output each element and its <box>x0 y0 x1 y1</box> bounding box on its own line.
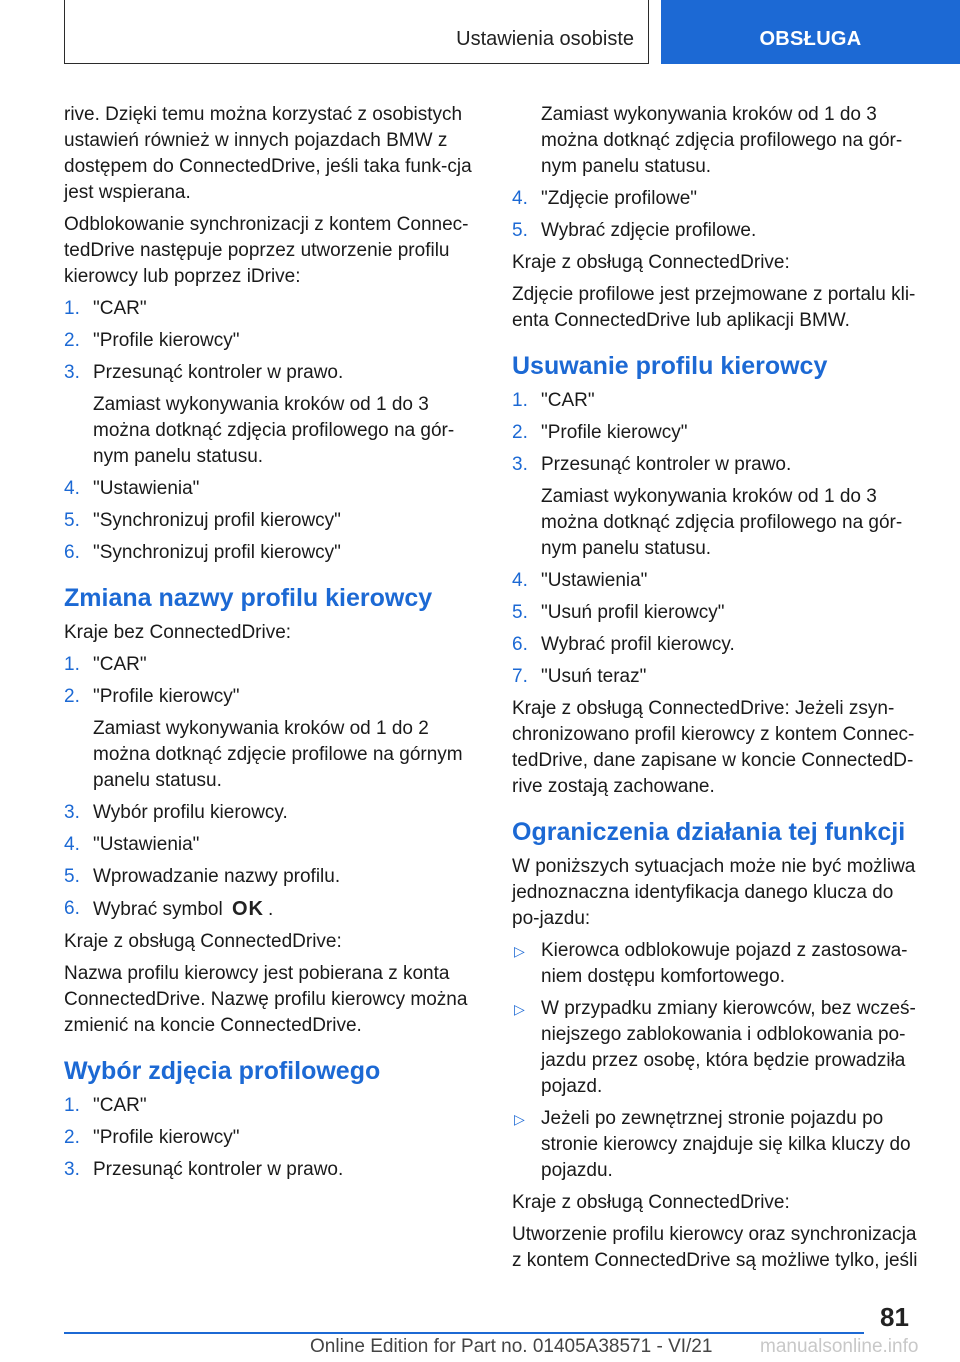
list-item: 1. "CAR" <box>64 654 147 675</box>
list-item: 3. Wybór profilu kierowcy. <box>64 802 288 823</box>
header-chapter-tab <box>661 0 960 64</box>
bullet-item: ▷ Kierowca odblokowuje pojazd z zastosowa-niem dostępu komfortowego. <box>514 940 908 987</box>
list-item: 3. Przesunąć kontroler w prawo. <box>512 454 792 475</box>
section-heading-rename: Zmiana nazwy profilu kierowcy <box>64 584 433 612</box>
paragraph: Kraje z obsługą ConnectedDrive: Jeżeli zsyn-chronizowano profil kierowcy z kontem Connec-tedDrive, dane zapisane w koncie ConnectedD-rive zostają zachowane. <box>512 698 915 797</box>
list-item: 4. "Ustawienia" <box>512 570 648 591</box>
list-item: 4. "Zdjęcie profilowe" <box>512 188 698 209</box>
step-note: Zamiast wykonywania kroków od 1 do 3 można dotknąć zdjęcia profilowego na gór-nym panelu statusu. <box>93 394 455 467</box>
list-item: 5. "Usuń profil kierowcy" <box>512 602 725 623</box>
paragraph: Kraje z obsługą ConnectedDrive: <box>512 252 790 273</box>
paragraph: Odblokowanie synchronizacji z kontem Connec-tedDrive następuje poprzez utworzenie profilu kierowcy lub poprzez iDrive: <box>64 214 469 287</box>
list-item: 2. "Profile kierowcy" <box>64 1127 240 1148</box>
section-heading-delete: Usuwanie profilu kierowcy <box>512 352 828 380</box>
list-item: 6. Wybrać profil kierowcy. <box>512 634 735 655</box>
section-heading-photo: Wybór zdjęcia profilowego <box>64 1057 381 1085</box>
list-item: 2. "Profile kierowcy" <box>64 330 240 351</box>
right-column <box>512 102 924 1280</box>
paragraph: Utworzenie profilu kierowcy oraz synchronizacja z kontem ConnectedDrive są możliwe tylko, jeśli <box>512 1224 918 1271</box>
header-chapter-title: OBSŁUGA <box>759 28 862 50</box>
triangle-bullet-icon: ▷ <box>514 1001 525 1017</box>
list-item: 3. Przesunąć kontroler w prawo. <box>64 362 344 383</box>
list-item: 4. "Ustawienia" <box>64 478 200 499</box>
section-heading-limits: Ograniczenia działania tej funkcji <box>512 818 906 846</box>
paragraph: Kraje z obsługą ConnectedDrive: <box>512 1192 790 1213</box>
footer-edition: Online Edition for Part no. 01405A38571 - VI/21 <box>310 1336 713 1357</box>
footer-watermark: manualsonline.info <box>760 1336 919 1357</box>
list-item: 5. Wprowadzanie nazwy profilu. <box>64 866 341 887</box>
triangle-bullet-icon: ▷ <box>514 1111 525 1127</box>
paragraph: Kraje z obsługą ConnectedDrive: <box>64 931 342 952</box>
paragraph: rive. Dzięki temu można korzystać z osobistych ustawień również w innych pojazdach BMW z dostępem do ConnectedDrive, jeśli taka funk-cja jest wspierana. <box>64 104 472 203</box>
list-item: 2. "Profile kierowcy" <box>64 686 240 707</box>
list-item: 5. "Synchronizuj profil kierowcy" <box>64 510 341 531</box>
step-note: Zamiast wykonywania kroków od 1 do 2 można dotknąć zdjęcie profilowe na górnym panelu statusu. <box>93 718 463 791</box>
header-section-title: Ustawienia osobiste <box>456 28 634 50</box>
list-item: 2. "Profile kierowcy" <box>512 422 688 443</box>
list-item: 5. Wybrać zdjęcie profilowe. <box>512 220 757 241</box>
list-item: 1. "CAR" <box>64 1095 147 1116</box>
step-note: Zamiast wykonywania kroków od 1 do 3 można dotknąć zdjęcia profilowego na gór-nym panelu statusu. <box>541 104 903 177</box>
list-item: 1. "CAR" <box>64 298 147 319</box>
footer-divider <box>64 1332 864 1334</box>
paragraph: Nazwa profilu kierowcy jest pobierana z konta ConnectedDrive. Nazwę profilu kierowcy można zmienić na koncie ConnectedDrive. <box>64 963 468 1036</box>
triangle-bullet-icon: ▷ <box>514 943 525 959</box>
bullet-item: ▷ W przypadku zmiany kierowców, bez wcześ-niejszego zablokowania i odblokowania po-jazdu przez osobę, która będzie prowadziła pojazd. <box>514 998 916 1097</box>
ok-symbol-icon: OK <box>231 898 264 920</box>
list-item: 1. "CAR" <box>512 390 595 411</box>
list-item: 4. "Ustawienia" <box>64 834 200 855</box>
list-item: 6. Wybrać symbol OK . <box>64 898 274 920</box>
list-item: 7. "Usuń teraz" <box>512 666 647 687</box>
left-column <box>64 102 480 1189</box>
page-number: 81 <box>880 1302 909 1332</box>
bullet-item: ▷ Jeżeli po zewnętrznej stronie pojazdu po stronie kierowcy znajduje się kilka kluczy do pojazdu. <box>514 1108 911 1181</box>
header-section-box <box>64 0 649 64</box>
paragraph: Zdjęcie profilowe jest przejmowane z portalu kli-enta ConnectedDrive lub aplikacji BMW. <box>512 284 916 331</box>
paragraph: Kraje bez ConnectedDrive: <box>64 622 292 643</box>
list-item: 6. "Synchronizuj profil kierowcy" <box>64 542 341 563</box>
step-note: Zamiast wykonywania kroków od 1 do 3 można dotknąć zdjęcia profilowego na gór-nym panelu statusu. <box>541 486 903 559</box>
list-item: 3. Przesunąć kontroler w prawo. <box>64 1159 344 1180</box>
paragraph: W poniższych sytuacjach może nie być możliwa jednoznaczna identyfikacja danego klucza do po-jazdu: <box>512 856 916 929</box>
